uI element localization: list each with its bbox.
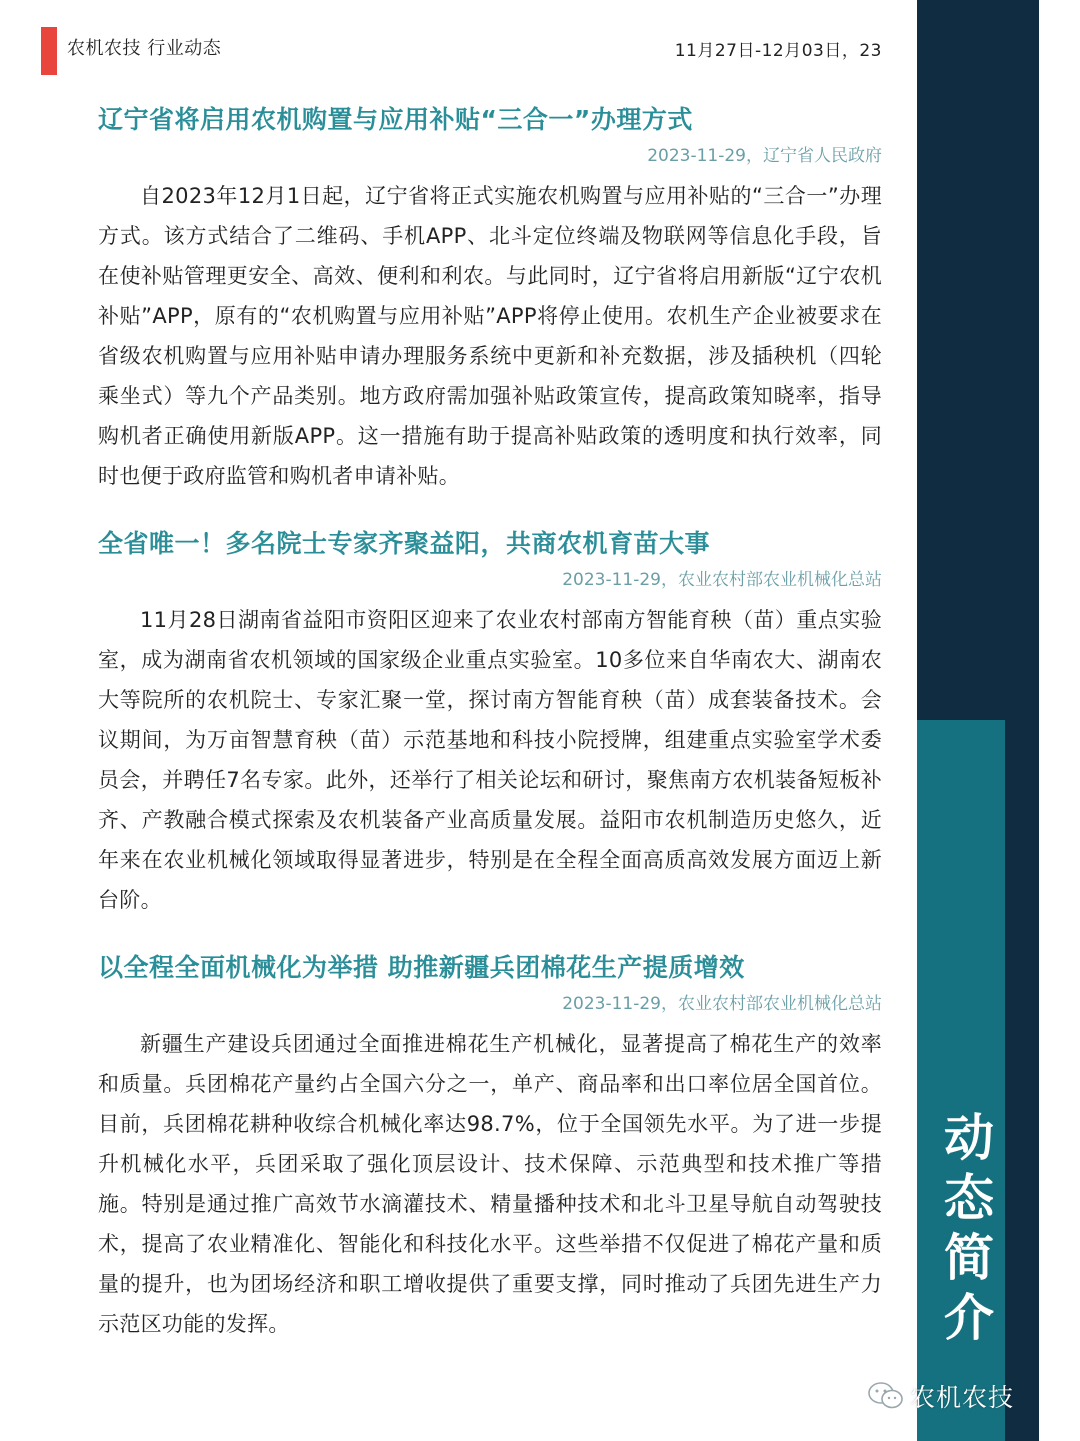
article-title: 辽宁省将启用农机购置与应用补贴“三合一”办理方式: [98, 105, 693, 134]
sidebar-title-char: 动: [944, 1109, 994, 1167]
sidebar-title-char: 介: [944, 1289, 994, 1347]
article-title: 全省唯一！多名院士专家齐聚益阳，共商农机育苗大事: [98, 529, 711, 558]
wechat-icon: [866, 1380, 906, 1412]
watermark-text: 农机农技: [910, 1383, 1015, 1412]
article: [98, 948, 882, 1344]
sidebar-title: [933, 1108, 1005, 1348]
article-body: 11月28日湖南省益阳市资阳区迎来了农业农村部南方智能育秧（苗）重点实验室，成为湖南省农机领域的国家级企业重点实验室。10多位来自华南农大、湖南农大等院所的农机院士、专家汇聚一堂，探讨南方智能育秧（苗）成套装备技术。会议期间，为万亩智慧育秧（苗）示范基地和科技小院授牌，组建重点实验室学术委员会，并聘任7名专家。此外，还举行了相关论坛和研讨，聚焦南方农机装备短板补齐、产教融合模式探索及农机装备产业高质量发展。益阳市农机制造历史悠久，近年来在农业机械化领域取得显著进步，特别是在全程全面高质高效发展方面迈上新台阶。: [98, 608, 882, 912]
header-date-range: 11月27日-12月03日，23: [674, 41, 882, 61]
article-body: 新疆生产建设兵团通过全面推进棉花生产机械化，显著提高了棉花生产的效率和质量。兵团棉花产量约占全国六分之一，单产、商品率和出口率位居全国首位。目前，兵团棉花耕种收综合机械化率达98.7%，位于全国领先水平。为了进一步提升机械化水平，兵团采取了强化顶层设计、技术保障、示范典型和技术推广等措施。特别是通过推广高效节水滴灌技术、精量播种技术和北斗卫星导航自动驾驶技术，提高了农业精准化、智能化和科技化水平。这些举措不仅促进了棉花产量和质量的提升，也为团场经济和职工增收提供了重要支撑，同时推动了兵团先进生产力示范区功能的发挥。: [98, 1032, 882, 1336]
main-content: [98, 100, 882, 1344]
sidebar-title-char: 态: [944, 1169, 994, 1227]
article: [98, 524, 882, 920]
article-meta: 2023-11-29，农业农村部农业机械化总站: [562, 570, 882, 590]
article-body: 自2023年12月1日起，辽宁省将正式实施农机购置与应用补贴的“三合一”办理方式。该方式结合了二维码、手机APP、北斗定位终端及物联网等信息化手段，旨在使补贴管理更安全、高效、便利和利农。与此同时，辽宁省将启用新版“辽宁农机补贴”APP，原有的“农机购置与应用补贴”APP将停止使用。农机生产企业被要求在省级农机购置与应用补贴申请办理服务系统中更新和补充数据，涉及插秧机（四轮乘坐式）等九个产品类别。地方政府需加强补贴政策宣传，提高政策知晓率，指导购机者正确使用新版APP。这一措施有助于提高补贴政策的透明度和执行效率，同时也便于政府监管和购机者申请补贴。: [98, 184, 882, 488]
article-title: 以全程全面机械化为举措 助推新疆兵团棉花生产提质增效: [98, 953, 745, 982]
article-meta: 2023-11-29，辽宁省人民政府: [647, 146, 882, 166]
article: [98, 100, 882, 496]
header-accent-bar: [41, 27, 57, 75]
watermark: [866, 1376, 1014, 1416]
article-meta: 2023-11-29，农业农村部农业机械化总站: [562, 994, 882, 1014]
header-section-label: 农机农技 行业动态: [67, 38, 222, 59]
sidebar-title-char: 简: [944, 1229, 994, 1287]
